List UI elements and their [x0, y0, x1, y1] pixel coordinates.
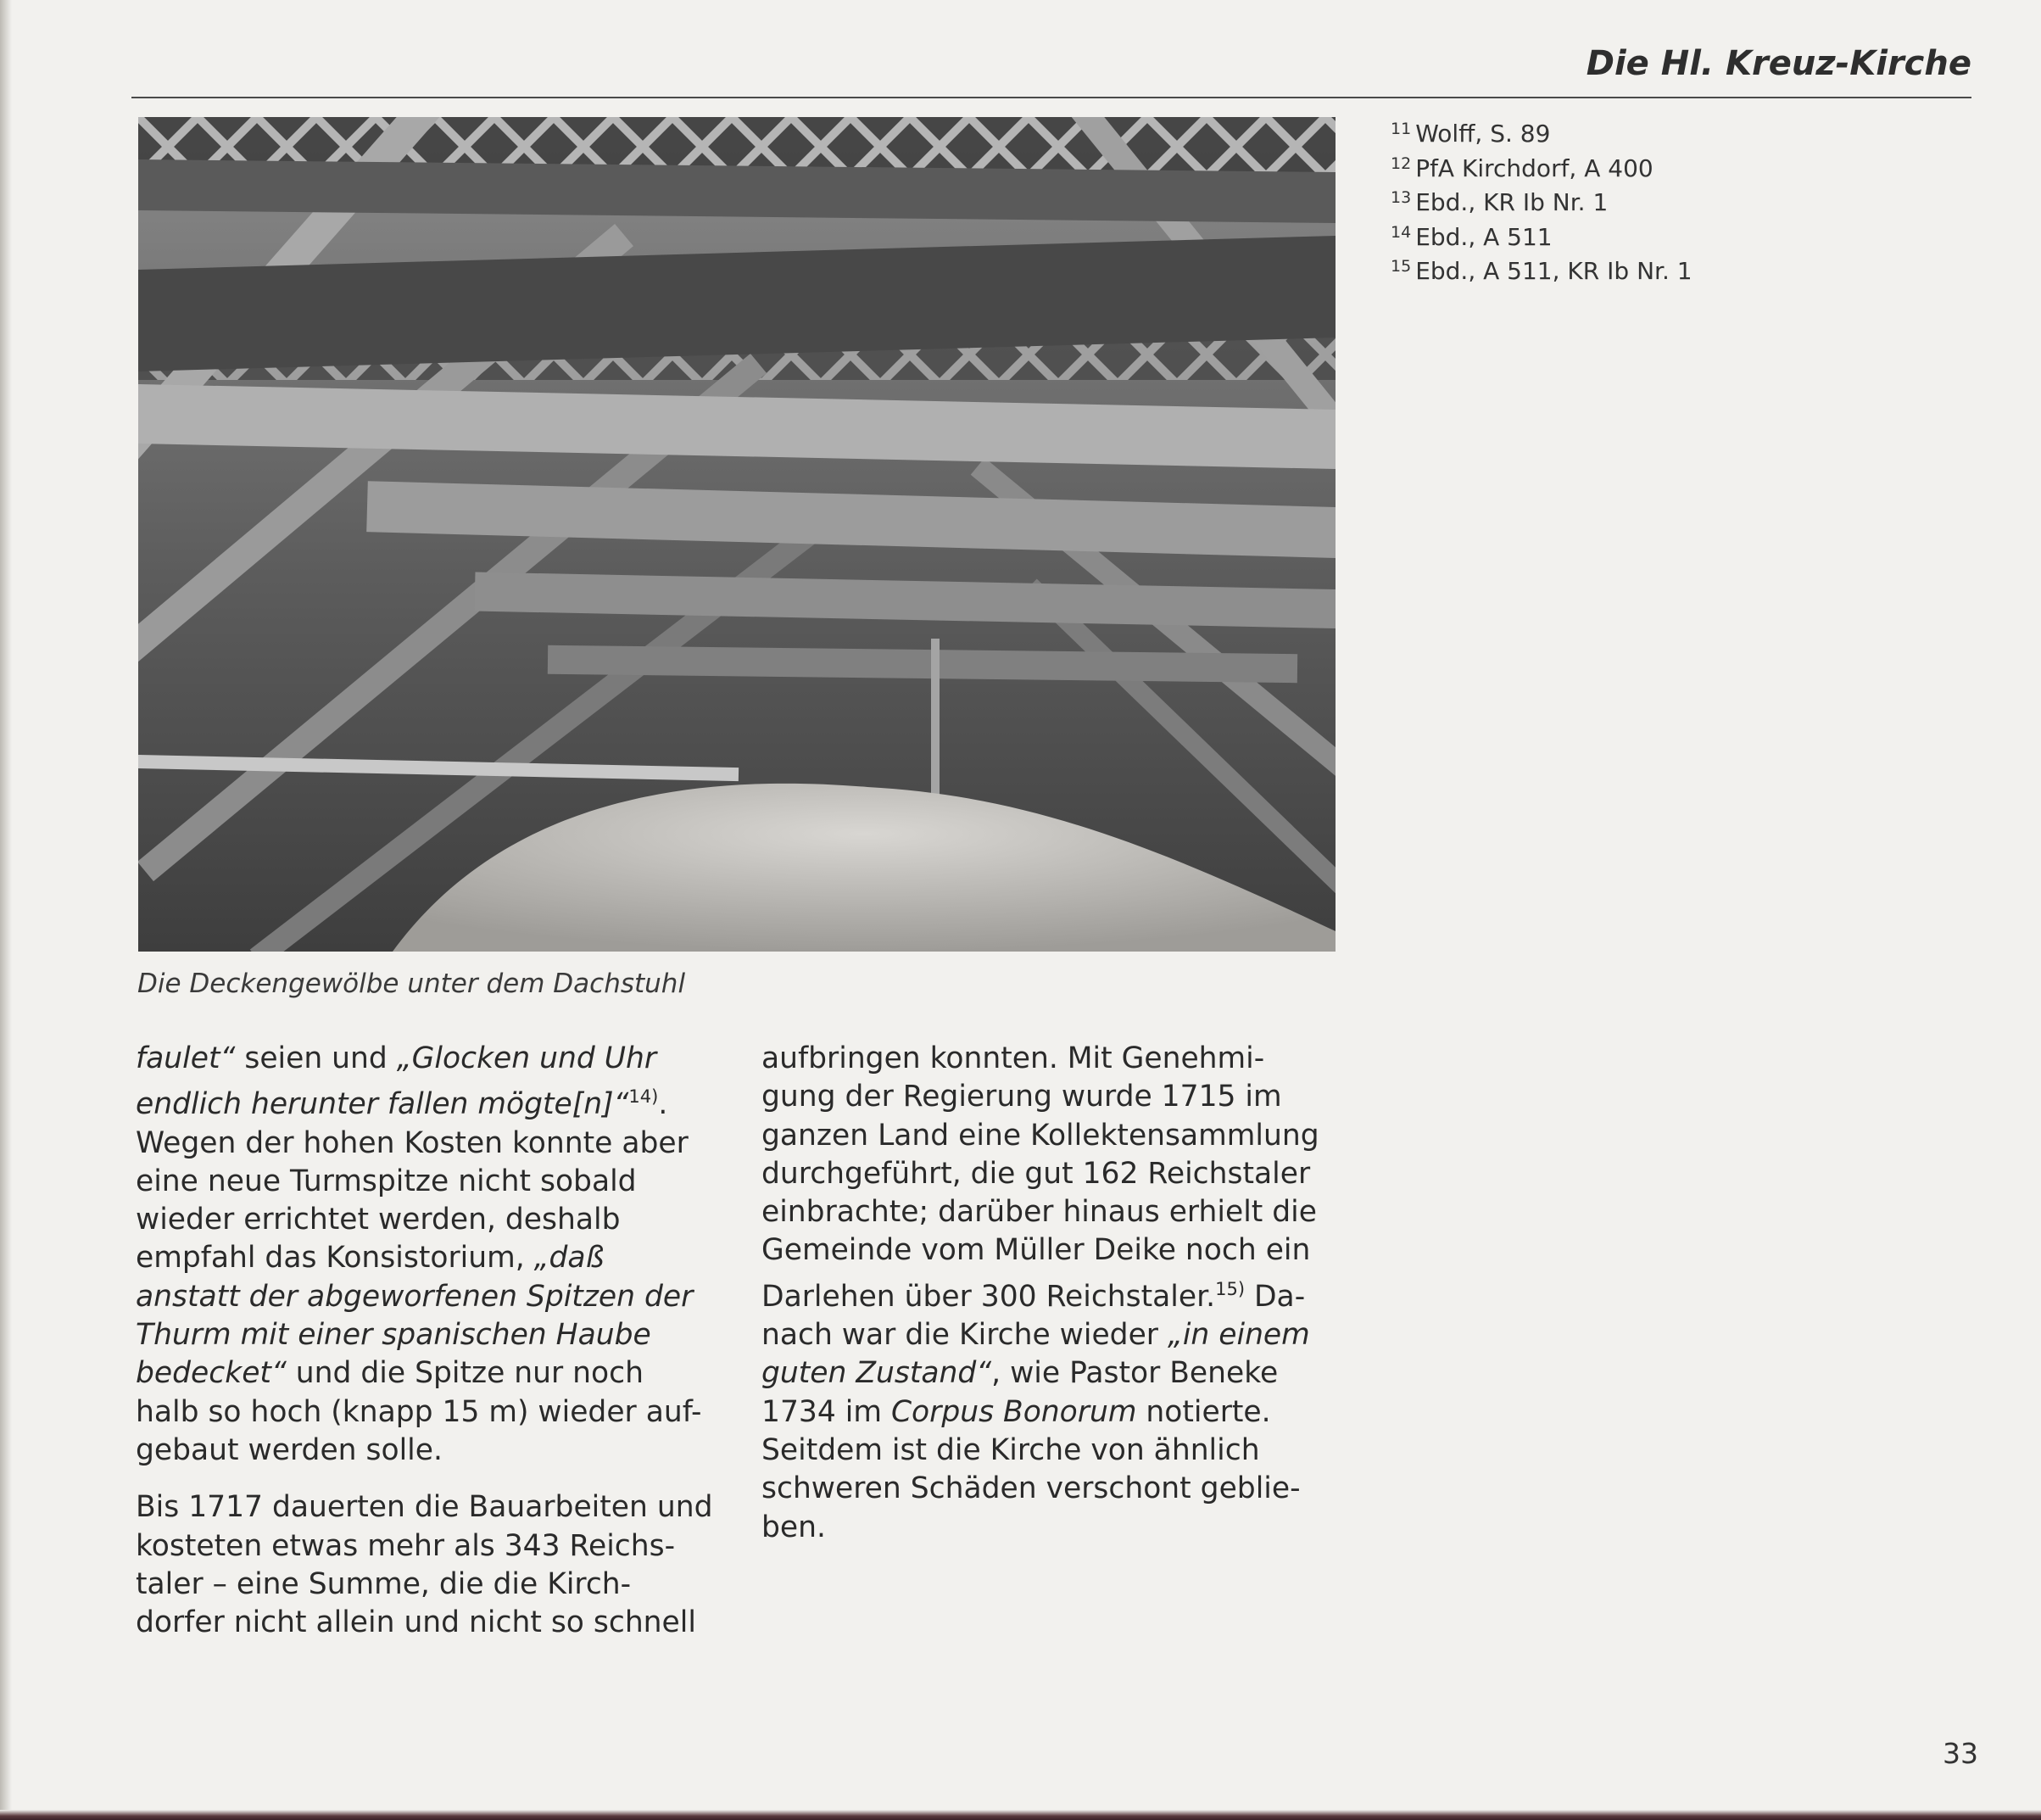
text-line: Thurm mit einer spanischen Haube	[136, 1318, 651, 1353]
text-line: halb so hoch (knapp 15 m) wieder auf-	[136, 1394, 702, 1429]
footnotes	[1391, 114, 1692, 287]
text-line: 1734 im Corpus Bonorum notierte.	[761, 1394, 1271, 1429]
text-line: faulet“ seien und „Glocken und Uhr	[136, 1041, 657, 1075]
text-line: gung der Regierung wurde 1715 im	[761, 1080, 1282, 1114]
page-number: 33	[1943, 1737, 1978, 1770]
text-line: dorfer nicht allein und nicht so schnell	[136, 1605, 696, 1640]
text-line: empfahl das Konsistorium, „daß	[136, 1241, 605, 1276]
footnote-15: $^{15}$ Ebd., A 511, KR Ib Nr. 1	[1391, 257, 1692, 285]
text-line: guten Zustand“, wie Pastor Beneke	[761, 1356, 1279, 1391]
photo-caption: Die Deckengewölbe unter dem Dachstuhl	[137, 969, 686, 999]
text-line: taler – eine Summe, die die Kirch-	[136, 1566, 632, 1601]
text-line: schweren Schäden verschont geblie-	[761, 1471, 1301, 1506]
text-line: ganzen Land eine Kollektensammlung	[761, 1118, 1319, 1153]
footnote-11: $^{11}$ Wolff, S. 89	[1391, 120, 1551, 148]
text-line: Seitdem ist die Kirche von ähnlich	[761, 1432, 1260, 1467]
footnote-12: $^{12}$ PfA Kirchdorf, A 400	[1391, 154, 1653, 182]
text-line: einbrachte; darüber hinaus erhielt die	[761, 1195, 1317, 1230]
text-line: anstatt der abgeworfenen Spitzen der	[136, 1279, 694, 1314]
footnote-13: $^{13}$ Ebd., KR Ib Nr. 1	[1391, 188, 1609, 216]
text-line: Darlehen über 300 Reichstaler.$^{15)}$ Da-	[761, 1278, 1306, 1314]
text-line: Bis 1717 dauerten die Bauarbeiten und	[136, 1490, 713, 1525]
page-bottom-edge	[0, 1810, 2041, 1820]
text-line: bedecket“ und die Spitze nur noch	[136, 1356, 644, 1391]
body-text-left-column	[136, 1040, 729, 1642]
text-line: Gemeinde vom Müller Deike noch ein	[761, 1233, 1311, 1268]
roof-truss-photo-drawing	[138, 117, 1336, 952]
footnote-ref-15: 15)	[1215, 1278, 1246, 1299]
text-line: nach war die Kirche wieder „in einem	[761, 1318, 1310, 1353]
text-line: kosteten etwas mehr als 343 Reichs-	[136, 1528, 676, 1563]
text-line: gebaut werden solle.	[136, 1432, 443, 1467]
paragraph-gap	[136, 1470, 729, 1488]
page-gutter-shadow	[0, 0, 12, 1820]
text-line: eine neue Turmspitze nicht sobald	[136, 1164, 637, 1198]
body-text-right-column	[761, 1040, 1355, 1547]
text-line: durchgeführt, die gut 162 Reichstaler	[761, 1156, 1311, 1191]
running-header-title: Die Hl. Kreuz-Kirche	[1586, 44, 1971, 83]
footnote-14: $^{14}$ Ebd., A 511	[1391, 222, 1553, 251]
roof-truss-photo	[138, 117, 1336, 952]
header-rule	[131, 97, 1971, 98]
text-line: Wegen der hohen Kosten konnte aber	[136, 1125, 689, 1160]
text-line: aufbringen konnten. Mit Genehmi-	[761, 1041, 1265, 1075]
text-line: endlich herunter fallen mögte[n]“$^{14)}$.	[136, 1086, 668, 1122]
footnote-ref-14: 14)	[628, 1086, 659, 1108]
text-line: ben.	[761, 1510, 826, 1544]
text-line: wieder errichtet werden, deshalb	[136, 1203, 621, 1237]
